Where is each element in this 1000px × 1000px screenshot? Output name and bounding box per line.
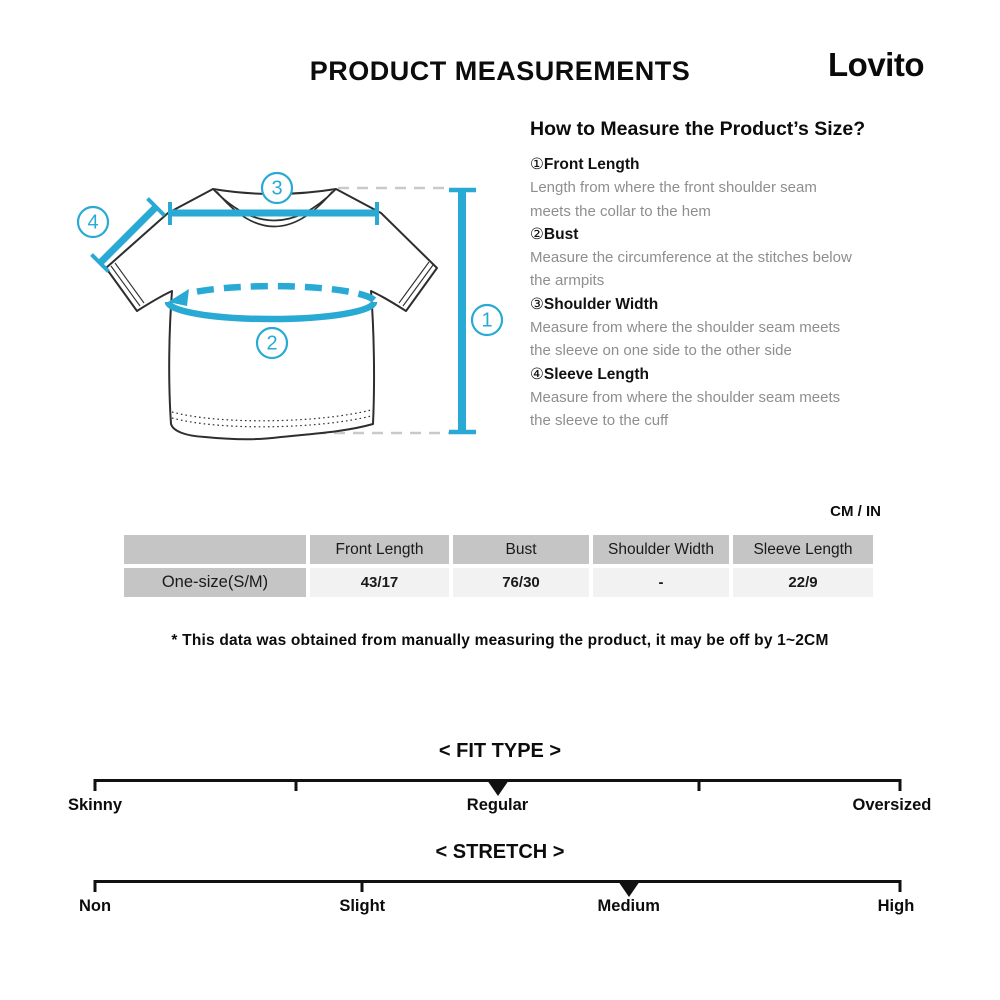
circled-1: ① [530, 155, 544, 173]
stretch-label-slight: Slight [339, 897, 386, 915]
tshirt-diagram-svg [60, 150, 520, 470]
measure-item-desc: the sleeve to the cuff [530, 412, 669, 430]
scale-tick [899, 779, 902, 791]
how-to-heading: How to Measure the Product’s Size? [530, 118, 866, 140]
size-label-cell: One-size(S/M) [124, 568, 306, 597]
stretch-label-medium: Medium [597, 897, 660, 915]
value-cell-bust: 76/30 [453, 568, 589, 597]
measure-item-label: ④Sleeve Length [530, 364, 649, 383]
stretch-label-non: Non [78, 897, 112, 915]
value-cell-front-length: 43/17 [310, 568, 449, 597]
table-row [124, 568, 873, 597]
scale-tick [697, 779, 700, 791]
measure-item-label: ③Shoulder Width [530, 294, 659, 313]
tshirt-measure-diagram [60, 150, 520, 470]
fit-label-oversized: Oversized [852, 796, 932, 814]
scale-axis [95, 880, 900, 883]
marker-2-badge [257, 328, 287, 358]
scale-tick [361, 880, 364, 892]
circled-4: ④ [530, 364, 544, 383]
unit-label: CM / IN [830, 503, 881, 520]
fit-label-regular: Regular [466, 796, 529, 814]
stretch-title: < STRETCH > [435, 841, 565, 863]
header-cell-front-length: Front Length [310, 535, 449, 564]
stretch-label-high: High [877, 897, 915, 915]
fit-type-marker [487, 780, 509, 796]
measure-item-label: ①Front Length [530, 155, 640, 173]
measure-item-desc: the armpits [530, 272, 605, 290]
header-cell-empty [124, 535, 306, 564]
page-title: PRODUCT MEASUREMENTS [309, 56, 691, 86]
size-table [124, 535, 873, 597]
disclaimer-note: * This data was obtained from manually measuring the product, it may be off by 1~2CM [171, 632, 829, 649]
measure-item-desc: Length from where the front shoulder seam [530, 179, 817, 197]
front-length-line [449, 190, 476, 432]
fit-type-title: < FIT TYPE > [438, 740, 562, 762]
value-cell-sleeve-length: 22/9 [733, 568, 873, 597]
scale-tick [899, 880, 902, 892]
svg-text:2: 2 [266, 332, 278, 355]
scale-tick [295, 779, 298, 791]
value-cell-shoulder-width: - [593, 568, 729, 597]
how-to-measure-section [530, 118, 902, 433]
svg-text:3: 3 [271, 177, 283, 200]
circled-3: ③ [530, 294, 544, 313]
marker-4-badge [78, 207, 108, 237]
measure-item-desc: Measure from where the shoulder seam meets [530, 388, 841, 406]
header-cell-shoulder-width: Shoulder Width [593, 535, 729, 564]
measure-item-desc: Measure from where the shoulder seam meets [530, 319, 841, 337]
scale-tick [94, 779, 97, 791]
measure-item-desc: the sleeve on one side to the other side [530, 342, 792, 360]
stretch-marker [618, 881, 640, 897]
marker-3-badge [262, 173, 292, 203]
measure-item-label: ②Bust [530, 224, 579, 243]
measure-item-desc: meets the collar to the hem [530, 202, 711, 220]
table-header-row [124, 535, 873, 564]
marker-1-badge [472, 305, 502, 335]
brand-logo: Lovito [828, 46, 924, 83]
svg-text:4: 4 [87, 211, 99, 234]
header-cell-sleeve-length: Sleeve Length [733, 535, 873, 564]
stretch-scale [78, 880, 915, 920]
svg-text:1: 1 [481, 309, 493, 332]
circled-2: ② [530, 224, 544, 243]
fit-type-scale [67, 779, 932, 819]
scale-tick [94, 880, 97, 892]
header-cell-bust: Bust [453, 535, 589, 564]
fit-label-skinny: Skinny [67, 796, 123, 814]
measure-item-desc: Measure the circumference at the stitches below [530, 249, 852, 267]
